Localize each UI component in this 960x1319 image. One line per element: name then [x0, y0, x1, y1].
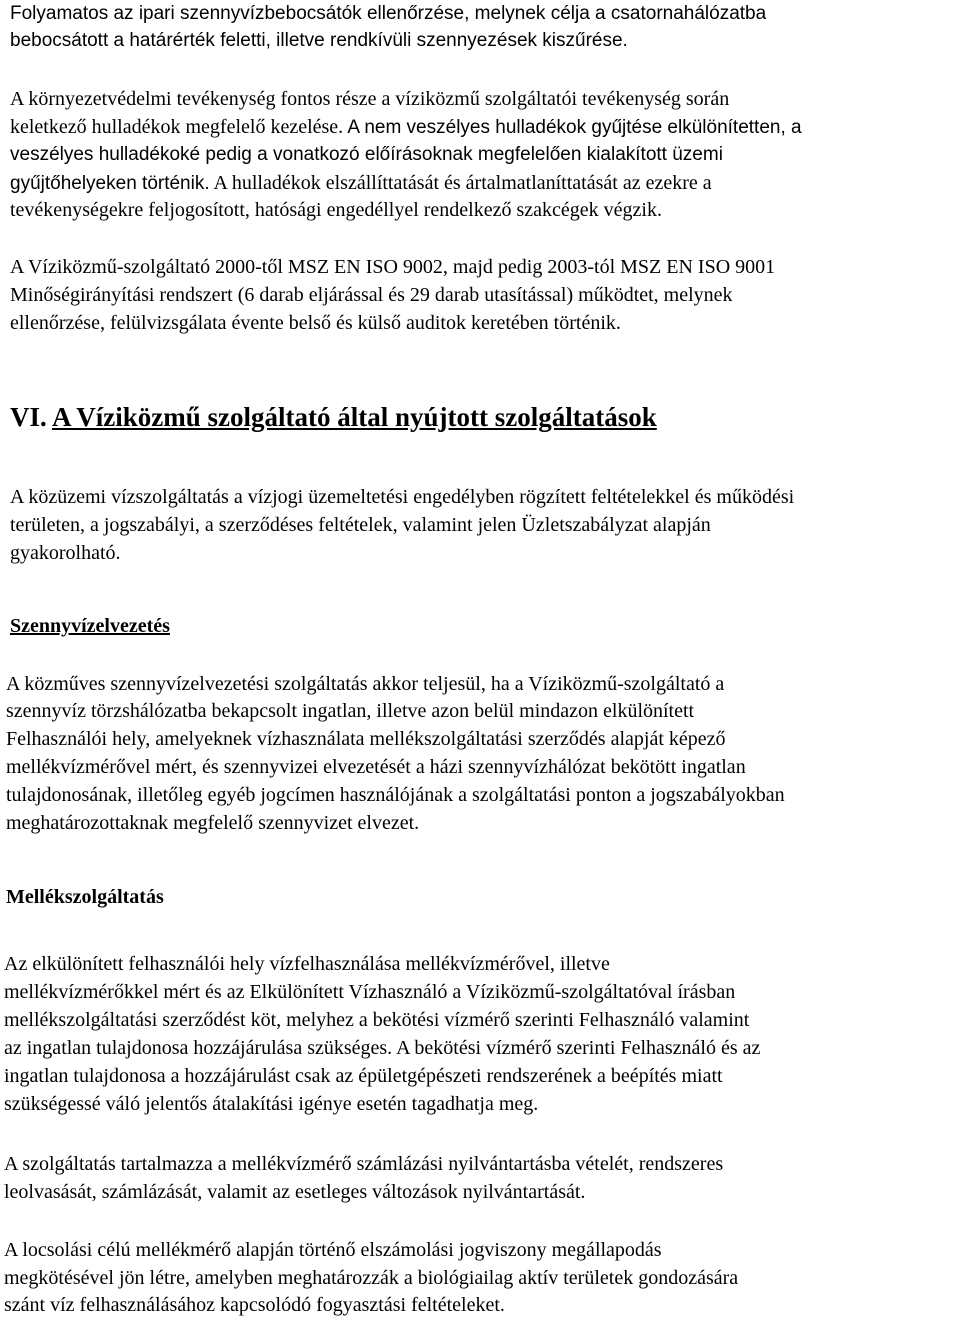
- heading-szennyvizelvezetes: Szennyvízelvezetés: [10, 615, 170, 637]
- paragraph-2-line-4-sans: gyűjtőhelyeken történik.: [10, 173, 210, 194]
- paragraph-2-line-5: tevékenységekre feljogosított, hatósági engedéllyel rendelkező szakcégek végzik.: [10, 199, 662, 221]
- paragraph-5-line-3: Felhasználói hely, amelyeknek vízhasználata mellékszolgáltatási szerződés alapját képező: [6, 728, 726, 750]
- paragraph-3-line-2: Minőségirányítási rendszert (6 darab eljárással és 29 darab utasítással) működtet, melynek: [10, 284, 733, 306]
- section-number: VI.: [10, 402, 47, 432]
- paragraph-2-line-4-serif: A hulladékok elszállíttatását és ártalmatlaníttatását az ezekre a: [209, 172, 712, 194]
- paragraph-1-line-1: Folyamatos az ipari szennyvízbebocsátók ellenőrzése, melynek célja a csatornahálózatba: [10, 3, 767, 24]
- paragraph-1-line-2: bebocsátott a határérték feletti, illetve rendkívüli szennyezések kiszűrése.: [10, 30, 628, 51]
- section-title-text: A Víziközmű szolgáltató által nyújtott szolgáltatások: [52, 402, 657, 432]
- paragraph-2-line-2-serif: keletkező hulladékok megfelelő kezelése.: [10, 116, 344, 138]
- paragraph-2-line-2: [10, 113, 802, 142]
- paragraph-7-line-2: leolvasását, számlázását, valamit az esetleges változások nyilvántartását.: [4, 1181, 586, 1203]
- paragraph-5-line-6: meghatározottaknak megfelelő szennyvizet elvezet.: [6, 812, 420, 834]
- paragraph-2-line-4: [10, 169, 712, 198]
- paragraph-7-line-1: A szolgáltatás tartalmazza a mellékvízmérő számlázási nyilvántartásba vételét, rendszeres: [4, 1153, 724, 1175]
- paragraph-3-line-1: A Víziközmű-szolgáltató 2000-től MSZ EN ISO 9002, majd pedig 2003-tól MSZ EN ISO 9001: [10, 256, 776, 278]
- paragraph-5-line-4: mellékvízmérővel mért, és szennyvizei elvezetését a házi szennyvízhálózat bekötött ingatlan: [6, 756, 746, 778]
- paragraph-6-line-5: ingatlan tulajdonosa a hozzájárulást csak az épületgépészeti rendszerének a beépítés miatt: [4, 1065, 723, 1087]
- paragraph-4-line-2: területen, a jogszabályi, a szerződéses feltételek, valamint jelen Üzletszabályzat alapján: [10, 514, 711, 536]
- section-title: [10, 400, 657, 434]
- paragraph-6-line-1: Az elkülönített felhasználói hely vízfelhasználása mellékvízmérővel, illetve: [4, 953, 610, 975]
- paragraph-6-line-6: szükségessé váló jelentős átalakítási igénye esetén tagadhatja meg.: [4, 1093, 539, 1115]
- paragraph-2-line-3: veszélyes hulladékoké pedig a vonatkozó előírásoknak megfelelően kialakított üzemi: [10, 144, 723, 165]
- paragraph-2-line-1: A környezetvédelmi tevékenység fontos része a víziközmű szolgáltatói tevékenység során: [10, 88, 730, 110]
- paragraph-6-line-4: az ingatlan tulajdonosa hozzájárulása szükséges. A bekötési vízmérő szerinti Felhasználó és az: [4, 1037, 761, 1059]
- paragraph-6-line-3: mellékszolgáltatási szerződést köt, melyhez a bekötési vízmérő szerinti Felhasználó valamint: [4, 1009, 750, 1031]
- paragraph-3-line-3: ellenőrzése, felülvizsgálata évente belső és külső auditok keretében történik.: [10, 312, 621, 334]
- paragraph-5-line-1: A közműves szennyvízelvezetési szolgáltatás akkor teljesül, ha a Víziközmű-szolgáltató a: [6, 673, 725, 695]
- paragraph-5-line-2: szennyvíz törzshálózatba bekapcsolt ingatlan, illetve azon belül mindazon elkülönített: [6, 700, 695, 722]
- paragraph-8-line-1: A locsolási célú mellékmérő alapján történő elszámolási jogviszony megállapodás: [4, 1239, 662, 1261]
- paragraph-6-line-2: mellékvízmérőkkel mért és az Elkülönített Vízhasználó a Víziközmű-szolgáltatóval írásban: [4, 981, 736, 1003]
- paragraph-2-line-2-sans: A nem veszélyes hulladékok gyűjtése elkülönítetten, a: [343, 117, 802, 138]
- paragraph-8-line-2: megkötésével jön létre, amelyben meghatározzák a biológiailag aktív területek gondozására: [4, 1267, 739, 1289]
- paragraph-8-line-3: szánt víz felhasználásához kapcsolódó fogyasztási feltételeket.: [4, 1294, 505, 1316]
- paragraph-4-line-1: A közüzemi vízszolgáltatás a vízjogi üzemeltetési engedélyben rögzített feltételekkel és működési: [10, 486, 795, 508]
- paragraph-5-line-5: tulajdonosának, illetőleg egyéb jogcímen használójának a szolgáltatási ponton a jogszabályokban: [6, 784, 785, 806]
- paragraph-4-line-3: gyakorolható.: [10, 542, 121, 564]
- heading-mellekszolgaltatas: Mellékszolgáltatás: [6, 886, 164, 908]
